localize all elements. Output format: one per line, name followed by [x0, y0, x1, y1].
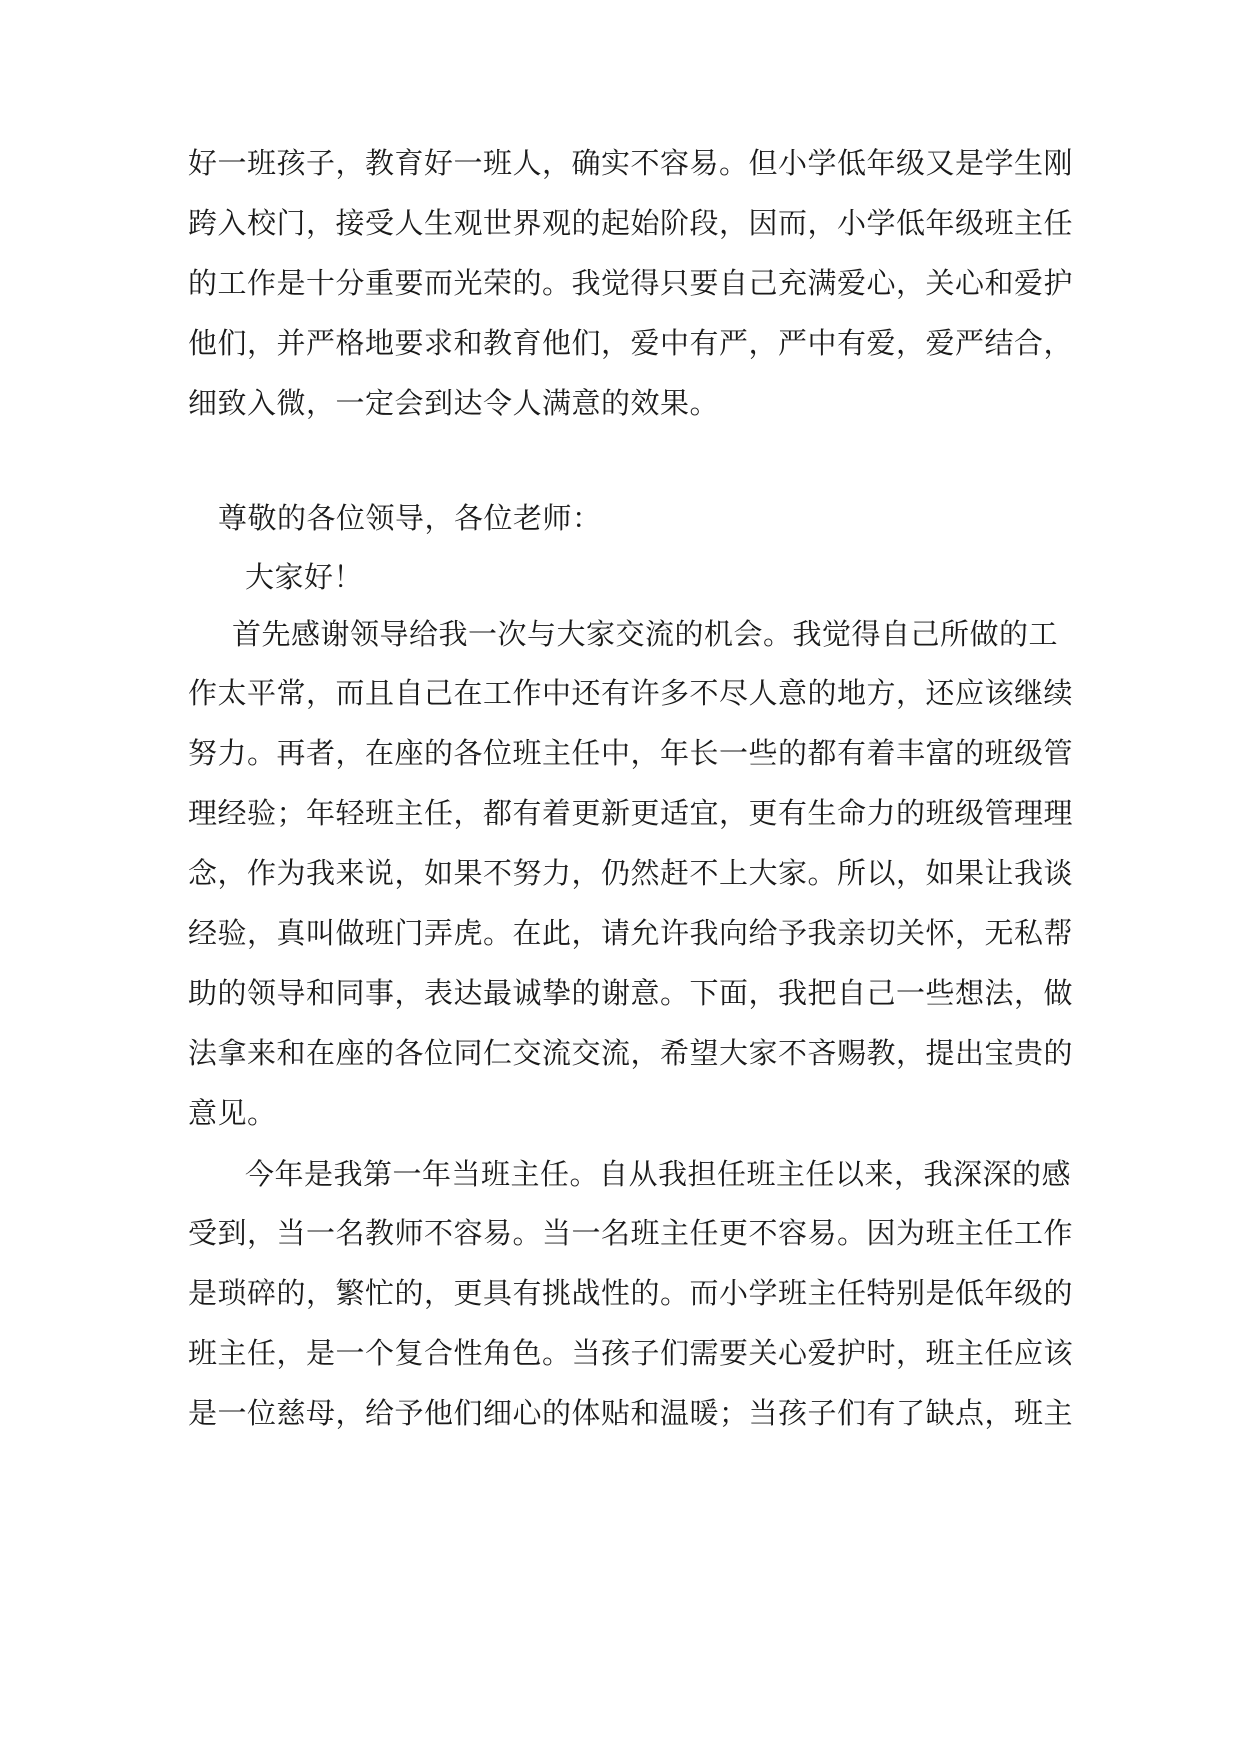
intro-line-4: 他们，并严格地要求和教育他们，爱中有严，严中有爱，爱严结合，: [188, 326, 1074, 360]
thanks-line-2: 作太平常，而且自己在工作中还有许多不尽人意的地方，还应该继续: [188, 676, 1074, 710]
first-year-line-3: 是琐碎的，繁忙的，更具有挑战性的。而小学班主任特别是低年级的: [188, 1276, 1074, 1310]
first-year-line-4: 班主任，是一个复合性角色。当孩子们需要关心爱护时，班主任应该: [188, 1336, 1074, 1370]
first-year-line-5: 是一位慈母，给予他们细心的体贴和温暖；当孩子们有了缺点，班主: [188, 1396, 1074, 1430]
thanks-line-1: 首先感谢领导给我一次与大家交流的机会。我觉得自己所做的工: [232, 617, 1059, 651]
salutation: 尊敬的各位领导，各位老师：: [218, 501, 602, 535]
thanks-line-8: 法拿来和在座的各位同仁交流交流，希望大家不吝赐教，提出宝贵的: [188, 1036, 1074, 1070]
thanks-line-6: 经验，真叫做班门弄虎。在此，请允许我向给予我亲切关怀，无私帮: [188, 916, 1074, 950]
first-year-line-1: 今年是我第一年当班主任。自从我担任班主任以来，我深深的感: [245, 1157, 1072, 1191]
intro-line-1: 好一班孩子，教育好一班人，确实不容易。但小学低年级又是学生刚: [188, 146, 1074, 180]
thanks-line-4: 理经验；年轻班主任，都有着更新更适宜，更有生命力的班级管理理: [188, 796, 1074, 830]
intro-line-2: 跨入校门，接受人生观世界观的起始阶段，因而，小学低年级班主任: [188, 206, 1074, 240]
thanks-line-9: 意见。: [188, 1096, 277, 1130]
first-year-line-2: 受到，当一名教师不容易。当一名班主任更不容易。因为班主任工作: [188, 1216, 1074, 1250]
intro-line-5: 细致入微，一定会到达令人满意的效果。: [188, 386, 720, 420]
thanks-line-7: 助的领导和同事，表达最诚挚的谢意。下面，我把自己一些想法，做: [188, 976, 1074, 1010]
intro-line-3: 的工作是十分重要而光荣的。我觉得只要自己充满爱心，关心和爱护: [188, 266, 1074, 300]
thanks-line-5: 念，作为我来说，如果不努力，仍然赶不上大家。所以，如果让我谈: [188, 856, 1074, 890]
thanks-line-3: 努力。再者，在座的各位班主任中，年长一些的都有着丰富的班级管: [188, 736, 1074, 770]
greeting: 大家好！: [245, 560, 364, 594]
